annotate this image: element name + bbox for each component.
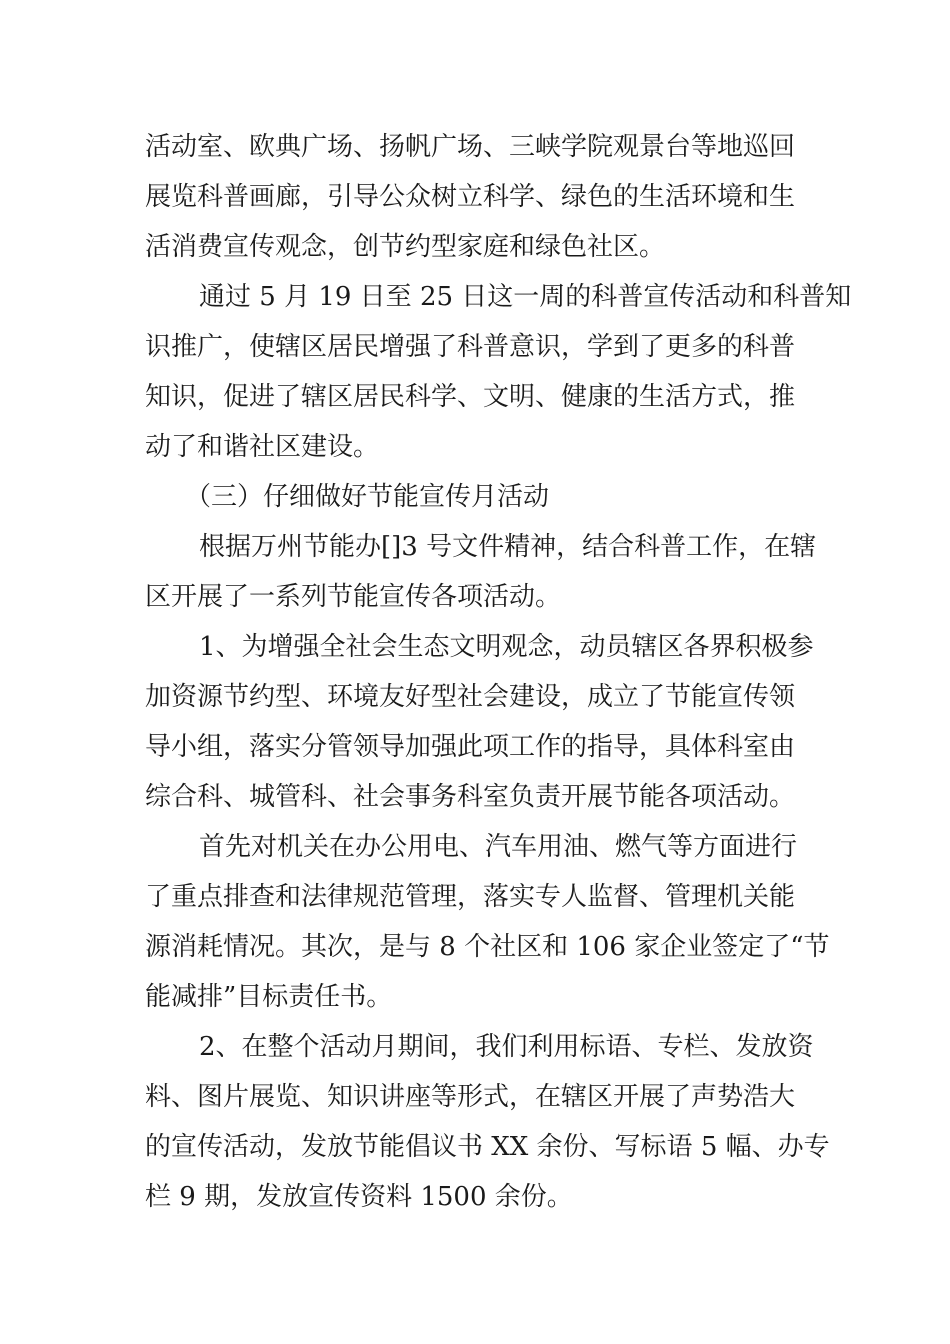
paragraph-line: 识推广，使辖区居民增强了科普意识，学到了更多的科普 — [145, 332, 796, 362]
paragraph-line: 活消费宣传观念，创节约型家庭和绿色社区。 — [145, 232, 666, 262]
paragraph-line: 了重点排查和法律规范管理，落实专人监督、管理机关能 — [145, 882, 796, 912]
section-heading: （三）仔细做好节能宣传月活动 — [185, 482, 550, 512]
paragraph-line: 加资源节约型、环境友好型社会建设，成立了节能宣传领 — [145, 682, 796, 712]
paragraph-line: 首先对机关在办公用电、汽车用油、燃气等方面进行 — [199, 832, 798, 862]
document-body — [145, 122, 852, 1222]
paragraph-line: 的宣传活动，发放节能倡议书 XX 余份、写标语 5 幅、办专 — [145, 1132, 830, 1162]
paragraph-line: 区开展了一系列节能宣传各项活动。 — [145, 582, 562, 612]
paragraph-line: 2、在整个活动月期间，我们利用标语、专栏、发放资 — [199, 1032, 814, 1062]
paragraph-line: 料、图片展览、知识讲座等形式，在辖区开展了声势浩大 — [145, 1082, 796, 1112]
paragraph-line: 活动室、欧典广场、扬帆广场、三峡学院观景台等地巡回 — [145, 132, 796, 162]
paragraph-line: 1、为增强全社会生态文明观念，动员辖区各界积极参 — [199, 632, 814, 662]
paragraph-line: 栏 9 期，发放宣传资料 1500 余份。 — [145, 1182, 573, 1212]
paragraph-line: 能减排”目标责任书。 — [145, 982, 393, 1012]
paragraph-line: 动了和谐社区建设。 — [145, 432, 380, 462]
paragraph-line: 知识，促进了辖区居民科学、文明、健康的生活方式，推 — [145, 382, 796, 412]
paragraph-line: 通过 5 月 19 日至 25 日这一周的科普宣传活动和科普知 — [199, 282, 852, 312]
paragraph-line: 导小组，落实分管领导加强此项工作的指导，具体科室由 — [145, 732, 796, 762]
paragraph-line: 源消耗情况。其次，是与 8 个社区和 106 家企业签定了“节 — [145, 932, 830, 962]
paragraph-line: 综合科、城管科、社会事务科室负责开展节能各项活动。 — [145, 782, 796, 812]
paragraph-line: 展览科普画廊，引导公众树立科学、绿色的生活环境和生 — [145, 182, 796, 212]
paragraph-line: 根据万州节能办[]3 号文件精神，结合科普工作，在辖 — [199, 532, 817, 562]
